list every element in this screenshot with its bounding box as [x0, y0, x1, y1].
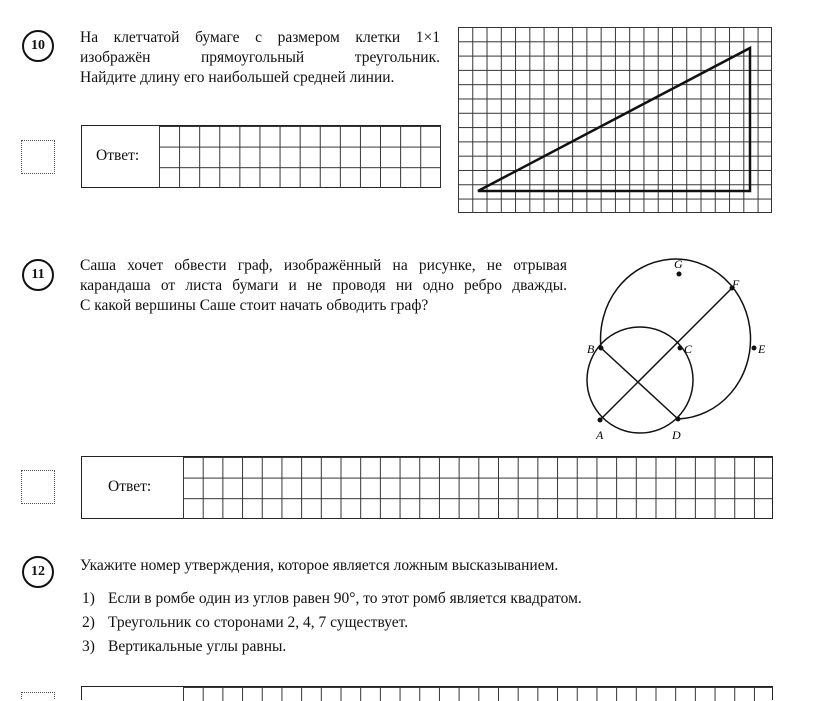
q12-option-1-text: Если в ромбе один из углов равен 90°, то этот ромб является квадратом. — [108, 590, 582, 607]
q10-triangle-figure — [458, 27, 774, 215]
q12-score-checkbox[interactable] — [21, 692, 55, 699]
q12-option-1 — [82, 590, 582, 608]
vertex-a — [598, 418, 603, 423]
question-10-text — [80, 28, 440, 88]
q11-answer-box[interactable] — [81, 456, 773, 519]
question-11-line-2: карандаша от листа бумаги и не проводя ни одно ребро дважды. — [80, 277, 567, 294]
vertex-e — [752, 346, 757, 351]
vertex-g — [677, 272, 682, 277]
q12-option-2-number: 2) — [82, 614, 95, 631]
q12-option-3-text: Вертикальные углы равны. — [108, 638, 287, 655]
question-10-line-2: изображён прямоугольный треугольник. — [80, 49, 440, 66]
question-12-prompt: Укажите номер утверждения, которое является ложным высказыванием. — [80, 557, 559, 574]
q10-answer-box[interactable] — [81, 125, 441, 188]
vertex-label-f: F — [732, 277, 740, 291]
vertex-label-b: B — [587, 342, 595, 356]
q10-answer-cells[interactable] — [159, 126, 441, 188]
question-number-12: 12 — [22, 556, 54, 588]
q12-option-2 — [82, 614, 408, 632]
edge-a-f — [600, 288, 732, 420]
vertex-label-c: C — [684, 342, 693, 356]
vertex-c — [678, 346, 683, 351]
q12-option-1-number: 1) — [82, 590, 95, 607]
question-number-10: 10 — [22, 30, 54, 62]
right-triangle — [478, 48, 750, 191]
large-arc-edge — [601, 259, 751, 419]
q11-answer-cells[interactable] — [183, 457, 773, 519]
question-10-line-3: Найдите длину его наибольшей средней линии. — [80, 69, 395, 86]
question-11-line-1: Саша хочет обвести граф, изображённый на рисунке, не отрывая — [80, 257, 567, 274]
vertex-d — [676, 417, 681, 422]
vertex-b — [599, 346, 604, 351]
q10-score-checkbox[interactable] — [21, 140, 55, 174]
question-number-11: 11 — [22, 259, 54, 291]
q11-graph-figure — [580, 250, 780, 450]
vertex-label-d: D — [672, 428, 681, 442]
vertex-label-e: E — [758, 342, 766, 356]
question-10-line-1: На клетчатой бумаге с размером клетки 1×1 — [80, 29, 440, 46]
question-11-line-3: С какой вершины Саше стоит начать обводить граф? — [80, 297, 429, 314]
vertex-label-a: A — [596, 428, 604, 442]
q12-answer-box[interactable] — [81, 686, 773, 700]
q11-score-checkbox[interactable] — [21, 470, 55, 504]
q11-answer-label: Ответ: — [108, 478, 152, 495]
question-11-text — [80, 256, 567, 316]
q12-option-3-number: 3) — [82, 638, 95, 655]
q10-answer-label: Ответ: — [96, 147, 140, 164]
q12-option-2-text: Треугольник со сторонами 2, 4, 7 существует. — [108, 614, 409, 631]
q12-option-3 — [82, 638, 286, 656]
vertex-label-g: G — [674, 257, 683, 271]
